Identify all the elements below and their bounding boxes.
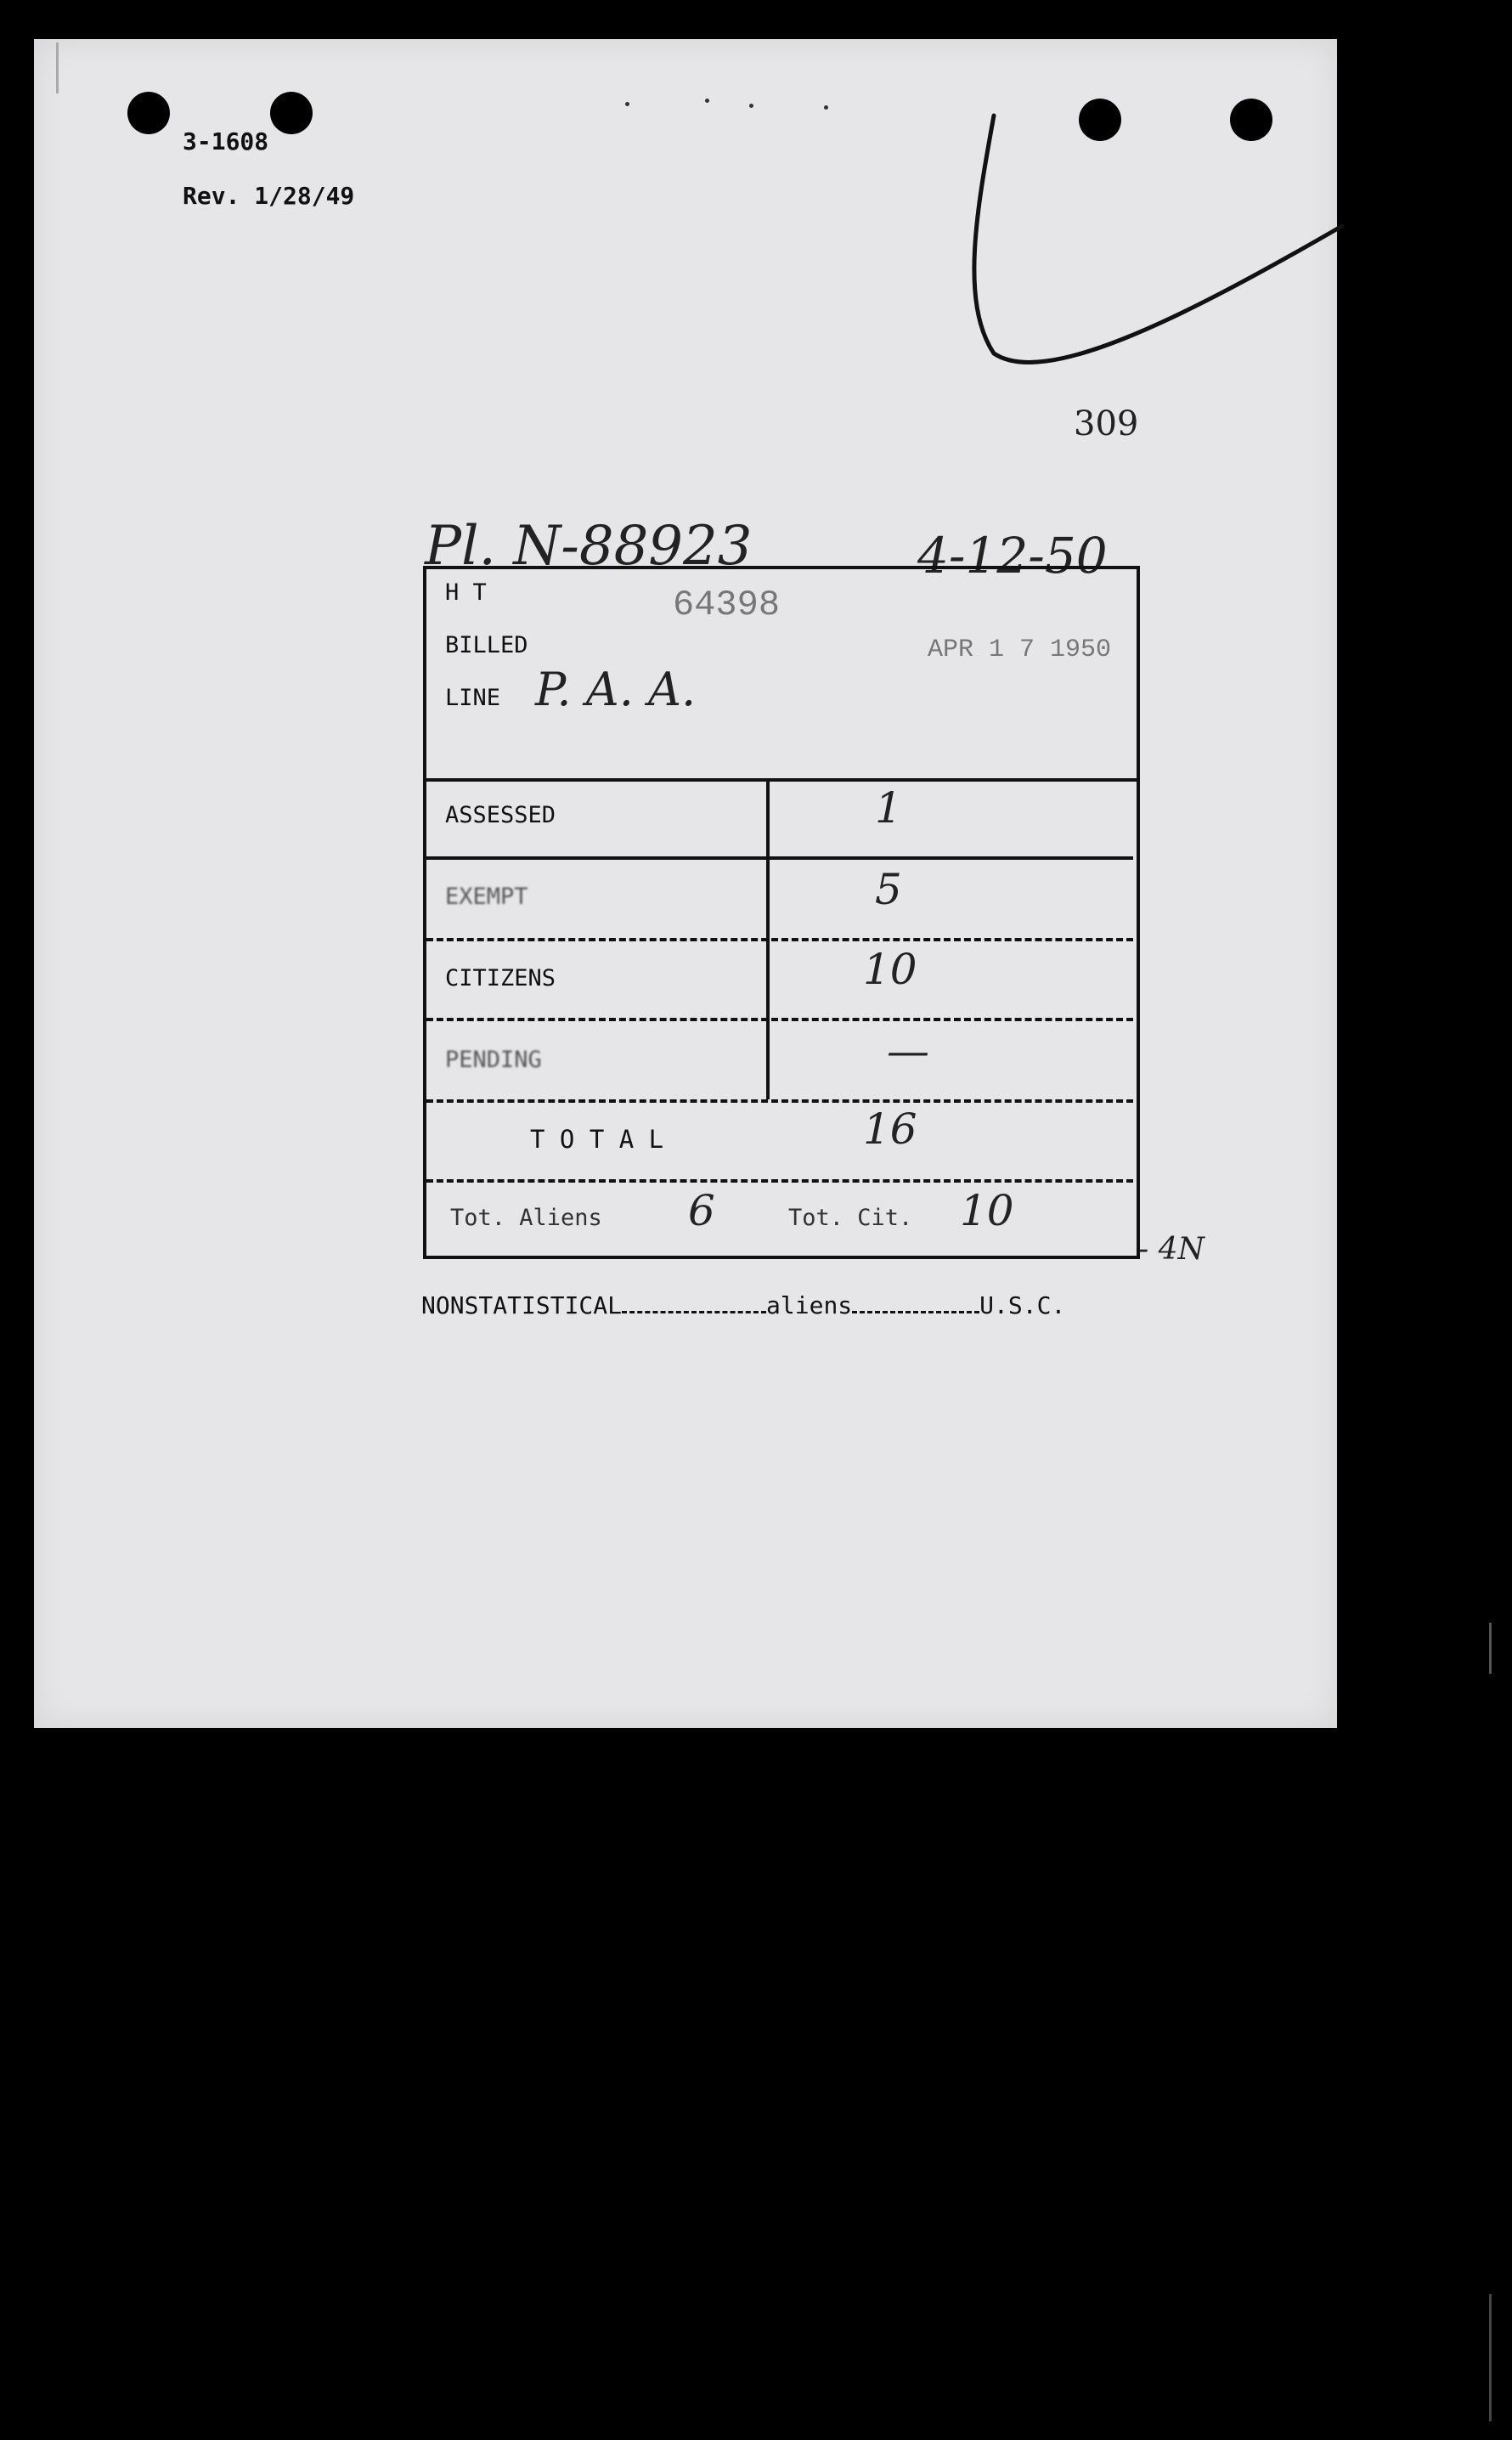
row-divider: [426, 1179, 1133, 1183]
header-box: [423, 566, 1140, 783]
row-divider: [426, 1099, 1133, 1103]
scan-artifact: [1489, 2294, 1492, 2421]
citizens-value: 10: [863, 945, 917, 994]
line-label: LINE: [445, 685, 501, 711]
total-label: T O T A L: [530, 1125, 664, 1154]
form-number: 3-1608: [183, 127, 269, 155]
speck: [749, 104, 753, 108]
handwritten-reference: Pl. N-88923: [425, 515, 753, 578]
speck: [705, 99, 709, 103]
pending-value: —: [887, 1026, 929, 1076]
punch-hole: [127, 92, 170, 134]
margin-mark: - 4N: [1138, 1232, 1205, 1267]
document-page: [34, 39, 1337, 1728]
exempt-value: 5: [875, 865, 902, 914]
handwritten-date: 4-12-50: [917, 527, 1108, 585]
line-value: P. A. A.: [535, 663, 697, 716]
row-divider: [426, 938, 1133, 941]
pending-label: PENDING: [445, 1047, 542, 1073]
scan-artifact: [1489, 1623, 1492, 1674]
usc-label: U.S.C.: [979, 1291, 1066, 1319]
speck: [824, 105, 828, 110]
blank-line: [622, 1311, 766, 1313]
date-stamp: APR 1 7 1950: [928, 635, 1112, 664]
speck: [625, 102, 629, 106]
blank-line: [852, 1311, 979, 1313]
page-number: 309: [1074, 404, 1139, 443]
scan-artifact: [56, 42, 59, 93]
aliens-label: aliens: [766, 1291, 853, 1319]
ht-label: H T: [445, 579, 487, 606]
revision-date: Rev. 1/28/49: [183, 182, 355, 210]
column-divider: [766, 778, 770, 1099]
tot-aliens-value: 6: [688, 1186, 715, 1235]
citizens-label: CITIZENS: [445, 965, 556, 991]
billed-label: BILLED: [445, 632, 528, 658]
stamp-number: 64398: [673, 585, 781, 625]
exempt-label: EXEMPT: [445, 884, 528, 910]
total-value: 16: [863, 1104, 917, 1154]
nonstatistical-line: [421, 1291, 1065, 1319]
assessed-value: 1: [875, 783, 902, 833]
tot-aliens-label: Tot. Aliens: [450, 1205, 602, 1231]
assessed-label: ASSESSED: [445, 802, 556, 828]
nonstatistical-label: NONSTATISTICAL: [421, 1291, 623, 1319]
tot-cit-label: Tot. Cit.: [788, 1205, 913, 1231]
row-divider: [426, 1018, 1133, 1021]
tot-cit-value: 10: [960, 1186, 1014, 1235]
check-mark-icon: [943, 107, 1351, 413]
punch-hole: [270, 92, 313, 134]
row-divider: [426, 856, 1133, 860]
